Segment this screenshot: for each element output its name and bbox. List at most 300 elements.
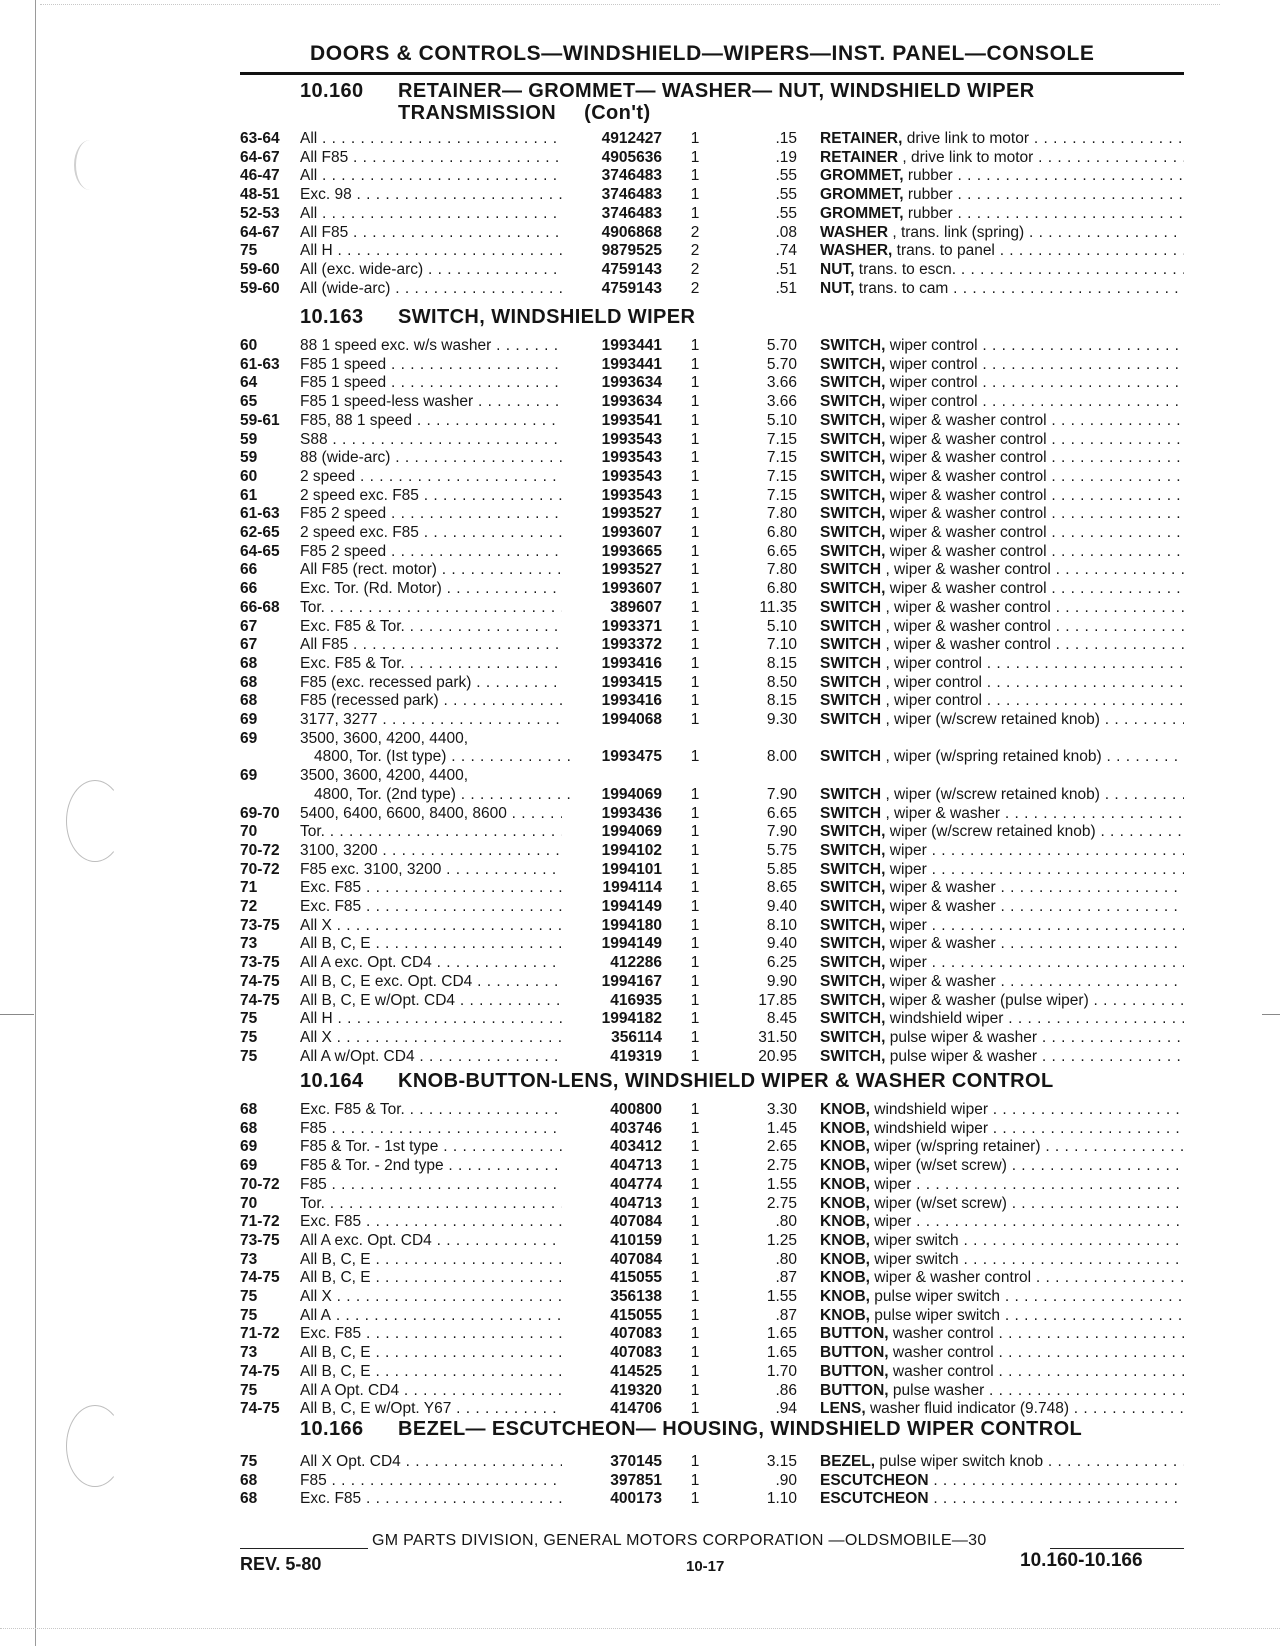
price: 9.40 xyxy=(766,935,797,953)
model-applicability: F85 exc. 3100, 3200 . . . xyxy=(300,861,562,879)
part-description xyxy=(820,130,1184,148)
part-number: 4906868 xyxy=(601,223,662,241)
price: .80 xyxy=(775,1250,797,1268)
part-number: 3746483 xyxy=(601,186,662,204)
part-description xyxy=(820,205,1184,223)
part-number: 1994180 xyxy=(601,916,662,934)
part-number: 4759143 xyxy=(601,279,662,297)
part-number: 1993607 xyxy=(601,580,662,598)
year-range: 48-51 xyxy=(240,186,280,204)
part-description xyxy=(820,879,1184,897)
price: 6.65 xyxy=(766,542,797,560)
part-name: BUTTON, xyxy=(820,1344,889,1362)
part-number: 1993527 xyxy=(601,505,662,523)
model-applicability: F85 (recessed park) . . . xyxy=(300,692,562,710)
model-applicability: 3100, 3200 . . . xyxy=(300,842,562,860)
model-applicability: 2 speed exc. F85 . . . xyxy=(300,487,562,505)
quantity: 1 xyxy=(690,1288,700,1305)
quantity: 1 xyxy=(690,1028,700,1046)
part-name: KNOB, xyxy=(820,1175,870,1193)
price: 8.00 xyxy=(766,748,797,766)
year-range: 60 xyxy=(240,467,258,485)
part-number: 1993441 xyxy=(601,337,662,354)
part-detail: wiper & washer xyxy=(885,935,996,953)
part-detail: wiper & washer control xyxy=(885,505,1047,523)
part-name: SWITCH, xyxy=(820,411,886,429)
price: 5.75 xyxy=(766,841,797,859)
quantity: 1 xyxy=(690,524,700,541)
model-applicability: F85 . . . xyxy=(300,1472,562,1490)
price: 7.90 xyxy=(766,785,797,803)
year-range: 69 xyxy=(240,1157,258,1175)
model-applicability: All F85 . . . xyxy=(300,636,562,654)
part-number: 1993543 xyxy=(601,486,662,504)
quantity: 1 xyxy=(690,841,700,859)
model-applicability: F85 1 speed . . . xyxy=(300,374,562,392)
model-applicability: F85 & Tor. - 2nd type . . . xyxy=(300,1157,562,1175)
section-range: 10.160-10.166 xyxy=(1020,1550,1143,1571)
part-description xyxy=(820,954,1184,972)
section-title: KNOB-BUTTON-LENS, WINDSHIELD WIPER & WASHER CONTROL xyxy=(398,1070,1054,1092)
part-number: 1993543 xyxy=(601,467,662,485)
quantity: 1 xyxy=(690,598,700,616)
part-name: SWITCH xyxy=(820,654,882,672)
part-number: 4759143 xyxy=(601,260,662,278)
part-description xyxy=(820,992,1184,1010)
model-applicability: All X . . . xyxy=(300,1288,562,1306)
part-description xyxy=(820,167,1184,185)
page-header-title: DOORS & CONTROLS—WINDSHIELD—WIPERS—INST. PANEL—CONSOLE xyxy=(310,42,1095,65)
quantity: 1 xyxy=(690,916,700,934)
quantity: 1 xyxy=(690,972,700,990)
model-applicability: All X . . . xyxy=(300,1029,562,1047)
quantity: 1 xyxy=(690,1119,700,1137)
part-number: 1993607 xyxy=(601,524,662,541)
model-applicability: Exc. F85 . . . xyxy=(300,1325,562,1343)
part-description xyxy=(820,711,1184,729)
model-applicability: All B, C, E w/Opt. Y67 . . . xyxy=(300,1400,562,1418)
model-applicability: All A Opt. CD4 . . . xyxy=(300,1382,562,1400)
quantity: 1 xyxy=(690,393,700,411)
part-detail: , wiper (w/spring retained knob) xyxy=(881,748,1102,766)
part-number: 407083 xyxy=(610,1344,662,1362)
model-applicability: All H . . . xyxy=(300,1010,562,1028)
part-name: SWITCH xyxy=(820,785,882,803)
part-detail: wiper & washer control xyxy=(885,449,1047,467)
margin-tick xyxy=(0,1014,34,1015)
year-range: 72 xyxy=(240,898,258,915)
part-detail: washer control xyxy=(888,1344,994,1362)
year-range: 70 xyxy=(240,823,258,841)
quantity: 2 xyxy=(690,279,700,297)
model-applicability: 5400, 6400, 6600, 8400, 8600 . . . xyxy=(300,805,562,823)
price: 8.45 xyxy=(766,1010,797,1028)
part-description xyxy=(820,1120,1184,1138)
year-range: 73-75 xyxy=(240,954,280,972)
part-name: SWITCH xyxy=(820,598,882,616)
part-name: GROMMET, xyxy=(820,204,904,222)
part-detail: pulse wiper switch xyxy=(869,1306,1001,1324)
part-name: NUT, xyxy=(820,279,855,297)
quantity: 1 xyxy=(690,785,700,803)
quantity: 1 xyxy=(690,411,700,429)
part-description xyxy=(820,1101,1184,1119)
footer-rule-left xyxy=(240,1548,368,1549)
part-number: 1993416 xyxy=(601,654,662,672)
year-range: 69 xyxy=(240,729,258,747)
part-detail: wiper & washer control xyxy=(885,486,1047,504)
part-detail: , drive link to motor xyxy=(898,148,1034,166)
model-applicability: All A exc. Opt. CD4 . . . xyxy=(300,1232,562,1250)
part-number: 414525 xyxy=(610,1362,662,1380)
part-name: SWITCH, xyxy=(820,542,886,560)
model-applicability: 4800, Tor. (2nd type) . . . xyxy=(300,786,576,804)
model-applicability: All B, C, E . . . xyxy=(300,1269,562,1287)
price: 2.75 xyxy=(766,1194,797,1212)
model-applicability: All F85 . . . xyxy=(300,224,562,242)
year-range: 66-68 xyxy=(240,598,280,616)
year-range: 46-47 xyxy=(240,167,280,185)
part-detail: wiper (w/screw retained knob) xyxy=(885,823,1096,841)
model-applicability: All B, C, E w/Opt. CD4 . . . xyxy=(300,992,562,1010)
year-range: 66 xyxy=(240,580,258,598)
part-description xyxy=(820,1490,1184,1508)
part-name: SWITCH, xyxy=(820,393,886,411)
year-range: 59 xyxy=(240,449,258,467)
year-range: 75 xyxy=(240,1028,258,1046)
revision-label: REV. 5-80 xyxy=(240,1554,322,1574)
part-detail: wiper & washer control xyxy=(869,1269,1032,1287)
quantity: 1 xyxy=(690,1269,700,1287)
model-applicability: All X Opt. CD4 . . . xyxy=(300,1453,562,1471)
part-number: 4905636 xyxy=(601,148,662,166)
part-description xyxy=(820,599,1184,617)
part-description xyxy=(820,468,1184,486)
part-name: KNOB, xyxy=(820,1119,870,1137)
model-applicability: All (exc. wide-arc) . . . xyxy=(300,261,562,279)
part-number: 407084 xyxy=(610,1250,662,1268)
year-range: 69 xyxy=(240,711,258,728)
part-name: KNOB, xyxy=(820,1138,870,1156)
price: .86 xyxy=(775,1381,797,1399)
part-name: GROMMET, xyxy=(820,186,904,204)
model-applicability: 3177, 3277 . . . xyxy=(300,711,562,729)
part-description xyxy=(820,337,1184,355)
part-detail: pulse wiper switch knob xyxy=(875,1453,1044,1470)
part-name: SWITCH, xyxy=(820,1010,886,1028)
quantity: 1 xyxy=(690,804,700,822)
quantity: 2 xyxy=(690,242,700,260)
quantity: 1 xyxy=(690,1381,700,1399)
part-number: 414706 xyxy=(610,1400,662,1418)
part-name: KNOB, xyxy=(820,1213,870,1231)
part-name: BEZEL, xyxy=(820,1453,876,1470)
part-number: 356138 xyxy=(610,1288,662,1305)
part-detail: , wiper & washer control xyxy=(881,598,1051,616)
price: .94 xyxy=(775,1400,797,1418)
year-range: 75 xyxy=(240,1010,258,1028)
price: 6.65 xyxy=(766,804,797,822)
part-name: KNOB, xyxy=(820,1288,870,1305)
quantity: 1 xyxy=(690,654,700,672)
part-detail: , wiper & washer xyxy=(881,804,1001,822)
price: .87 xyxy=(775,1306,797,1324)
price: 7.80 xyxy=(766,561,797,579)
model-applicability: 88 1 speed exc. w/s washer . . . xyxy=(300,337,562,355)
part-number: 410159 xyxy=(610,1231,662,1249)
part-description xyxy=(820,655,1184,673)
model-applicability: Tor. . . . xyxy=(300,1195,562,1213)
part-detail: wiper & washer xyxy=(885,879,996,897)
quantity: 1 xyxy=(690,1175,700,1193)
part-description xyxy=(820,935,1184,953)
part-name: SWITCH, xyxy=(820,991,886,1009)
quantity: 1 xyxy=(690,505,700,523)
section-number: 10.164 xyxy=(300,1070,364,1092)
quantity: 1 xyxy=(690,204,700,222)
model-applicability: All B, C, E . . . xyxy=(300,1344,562,1362)
quantity: 1 xyxy=(690,1194,700,1212)
part-name: SWITCH, xyxy=(820,1047,886,1065)
year-range: 68 xyxy=(240,1101,258,1118)
model-applicability: All B, C, E . . . xyxy=(300,935,562,953)
year-range: 75 xyxy=(240,242,258,260)
part-detail: , wiper & washer control xyxy=(881,636,1051,654)
part-description xyxy=(820,1176,1184,1194)
year-range: 74-75 xyxy=(240,972,280,990)
part-description xyxy=(820,1195,1184,1213)
part-name: ESCUTCHEON xyxy=(820,1471,929,1489)
quantity: 1 xyxy=(690,1231,700,1249)
part-description xyxy=(820,1213,1184,1231)
part-number: 1993665 xyxy=(601,542,662,560)
part-number: 4912427 xyxy=(601,130,662,147)
quantity: 2 xyxy=(690,223,700,241)
part-name: SWITCH, xyxy=(820,355,886,373)
part-detail: wiper switch xyxy=(869,1231,959,1249)
section-number: 10.163 xyxy=(300,306,364,328)
part-detail: windshield wiper xyxy=(869,1119,988,1137)
part-name: SWITCH xyxy=(820,561,882,579)
year-range: 69 xyxy=(240,1138,258,1156)
quantity: 1 xyxy=(690,935,700,953)
quantity: 1 xyxy=(690,355,700,373)
section-title: SWITCH, WINDSHIELD WIPER xyxy=(398,306,696,328)
part-detail: drive link to motor xyxy=(902,130,1030,147)
part-number: 9879525 xyxy=(601,242,662,260)
model-applicability: All A exc. Opt. CD4 . . . xyxy=(300,954,562,972)
year-range: 64-65 xyxy=(240,542,280,560)
part-detail: , wiper control xyxy=(881,654,982,672)
quantity: 1 xyxy=(690,617,700,635)
model-applicability: 2 speed . . . xyxy=(300,468,562,486)
model-applicability: 88 (wide-arc) . . . xyxy=(300,449,562,467)
quantity: 1 xyxy=(690,561,700,579)
part-detail: wiper & washer control xyxy=(885,430,1047,448)
part-detail: wiper control xyxy=(885,374,978,392)
part-number: 3746483 xyxy=(601,204,662,222)
year-range: 63-64 xyxy=(240,130,280,147)
model-applicability: F85, 88 1 speed . . . xyxy=(300,412,562,430)
year-range: 59-60 xyxy=(240,279,280,297)
part-name: KNOB, xyxy=(820,1231,870,1249)
year-range: 59-60 xyxy=(240,260,280,278)
year-range: 71-72 xyxy=(240,1213,280,1231)
part-number: 407083 xyxy=(610,1325,662,1343)
year-range: 66 xyxy=(240,561,258,579)
part-description xyxy=(820,861,1184,879)
part-detail: wiper & washer control xyxy=(885,542,1047,560)
part-name: SWITCH xyxy=(820,748,882,766)
model-applicability: All (wide-arc) . . . xyxy=(300,280,562,298)
price: 1.55 xyxy=(766,1175,797,1193)
part-description xyxy=(820,973,1184,991)
part-description xyxy=(820,242,1184,260)
part-detail: , wiper & washer control xyxy=(881,617,1051,635)
part-description xyxy=(820,186,1184,204)
part-detail: pulse wiper & washer xyxy=(885,1028,1038,1046)
part-detail: wiper (w/spring retainer) xyxy=(869,1138,1041,1156)
year-range: 70 xyxy=(240,1194,258,1212)
section-number: 10.160 xyxy=(300,80,364,102)
year-range: 70-72 xyxy=(240,841,280,859)
price: 11.35 xyxy=(759,598,797,616)
part-name: GROMMET, xyxy=(820,167,904,185)
price: 5.10 xyxy=(766,411,797,429)
price: 2.65 xyxy=(766,1138,797,1156)
part-detail: wiper switch xyxy=(869,1250,959,1268)
price: 5.70 xyxy=(766,355,797,373)
quantity: 1 xyxy=(690,486,700,504)
part-description xyxy=(820,1232,1184,1250)
price: .15 xyxy=(775,130,797,147)
part-detail: wiper & washer xyxy=(885,898,996,915)
quantity: 1 xyxy=(690,879,700,897)
quantity: 1 xyxy=(690,449,700,467)
year-range: 73 xyxy=(240,935,258,953)
part-detail: wiper & washer (pulse wiper) xyxy=(885,991,1089,1009)
part-description xyxy=(820,1251,1184,1269)
model-applicability: 3500, 3600, 4200, 4400, xyxy=(300,729,469,747)
year-range: 74-75 xyxy=(240,1400,280,1418)
part-detail: washer control xyxy=(888,1362,994,1380)
year-range: 62-65 xyxy=(240,524,280,541)
part-description xyxy=(820,280,1184,298)
price: .19 xyxy=(775,148,797,166)
price: 20.95 xyxy=(758,1047,797,1065)
price: 7.10 xyxy=(766,636,797,654)
part-description xyxy=(820,674,1184,692)
price: 8.10 xyxy=(766,916,797,934)
section-title-line2: TRANSMISSION xyxy=(398,102,557,124)
price: 5.10 xyxy=(766,617,797,635)
quantity: 1 xyxy=(690,1138,700,1156)
model-applicability: All . . . xyxy=(300,130,562,148)
top-edge-dots xyxy=(40,4,1220,5)
price: 1.65 xyxy=(766,1344,797,1362)
part-detail: wiper xyxy=(869,1213,912,1231)
model-applicability: F85 . . . xyxy=(300,1120,562,1138)
model-applicability: Exc. F85 . . . xyxy=(300,879,562,897)
part-number: 419319 xyxy=(610,1047,662,1065)
part-detail: pulse washer xyxy=(888,1381,985,1399)
quantity: 1 xyxy=(690,1325,700,1343)
part-number: 407084 xyxy=(610,1213,662,1231)
part-description xyxy=(820,1048,1184,1066)
part-number: 370145 xyxy=(610,1453,662,1470)
part-number: 1994114 xyxy=(602,879,662,897)
price: 7.15 xyxy=(766,449,797,467)
part-description xyxy=(820,524,1184,542)
quantity: 1 xyxy=(690,1213,700,1231)
quantity: 1 xyxy=(690,1471,700,1489)
part-detail: wiper xyxy=(885,916,927,934)
model-applicability: Tor. . . . xyxy=(300,599,562,617)
quantity: 1 xyxy=(690,1362,700,1380)
part-number: 400173 xyxy=(610,1490,662,1508)
model-applicability: All F85 (rect. motor) . . . xyxy=(300,561,562,579)
part-number: 389607 xyxy=(610,598,662,616)
year-range: 64 xyxy=(240,374,258,392)
quantity: 1 xyxy=(690,130,700,147)
year-range: 67 xyxy=(240,636,258,654)
part-description xyxy=(820,1269,1184,1287)
part-description xyxy=(820,823,1184,841)
quantity: 1 xyxy=(690,692,700,710)
part-number: 1993416 xyxy=(601,692,662,710)
quantity: 1 xyxy=(690,467,700,485)
part-detail: wiper (w/set screw) xyxy=(869,1157,1007,1175)
part-name: NUT, xyxy=(820,260,855,278)
quantity: 1 xyxy=(690,711,700,728)
price: 1.10 xyxy=(766,1490,797,1508)
part-detail: pulse wiper & washer xyxy=(885,1047,1038,1065)
quantity: 1 xyxy=(690,991,700,1009)
part-detail: wiper xyxy=(869,1175,912,1193)
part-name: SWITCH, xyxy=(820,524,886,541)
quantity: 1 xyxy=(690,823,700,841)
price: .74 xyxy=(775,242,797,260)
part-description xyxy=(820,149,1184,167)
part-description xyxy=(820,1029,1184,1047)
part-number: 403412 xyxy=(610,1138,662,1156)
part-description xyxy=(820,412,1184,430)
part-number: 3746483 xyxy=(601,167,662,185)
price: 1.45 xyxy=(766,1119,797,1137)
section-number: 10.166 xyxy=(300,1418,364,1440)
quantity: 1 xyxy=(690,1101,700,1118)
price: 17.85 xyxy=(758,991,797,1009)
year-range: 73 xyxy=(240,1250,258,1268)
part-description xyxy=(820,917,1184,935)
footer-publisher: GM PARTS DIVISION, GENERAL MOTORS CORPORATION —OLDSMOBILE—30 xyxy=(372,1532,987,1549)
part-number: 1993372 xyxy=(601,636,662,654)
part-number: 1994149 xyxy=(601,898,662,915)
model-applicability: Exc. Tor. (Rd. Motor) . . . xyxy=(300,580,562,598)
part-detail: washer fluid indicator (9.748) xyxy=(865,1400,1069,1418)
model-applicability: Exc. F85 & Tor. . . . xyxy=(300,618,562,636)
part-detail: rubber xyxy=(903,167,953,185)
model-applicability: F85 1 speed . . . xyxy=(300,356,562,374)
year-range: 69 xyxy=(240,767,258,785)
part-description xyxy=(820,1363,1184,1381)
part-name: SWITCH, xyxy=(820,430,886,448)
year-range: 68 xyxy=(240,654,258,672)
header-rule xyxy=(240,72,1184,75)
price: .08 xyxy=(775,223,797,241)
year-range: 70-72 xyxy=(240,860,280,878)
part-description xyxy=(820,748,1184,766)
